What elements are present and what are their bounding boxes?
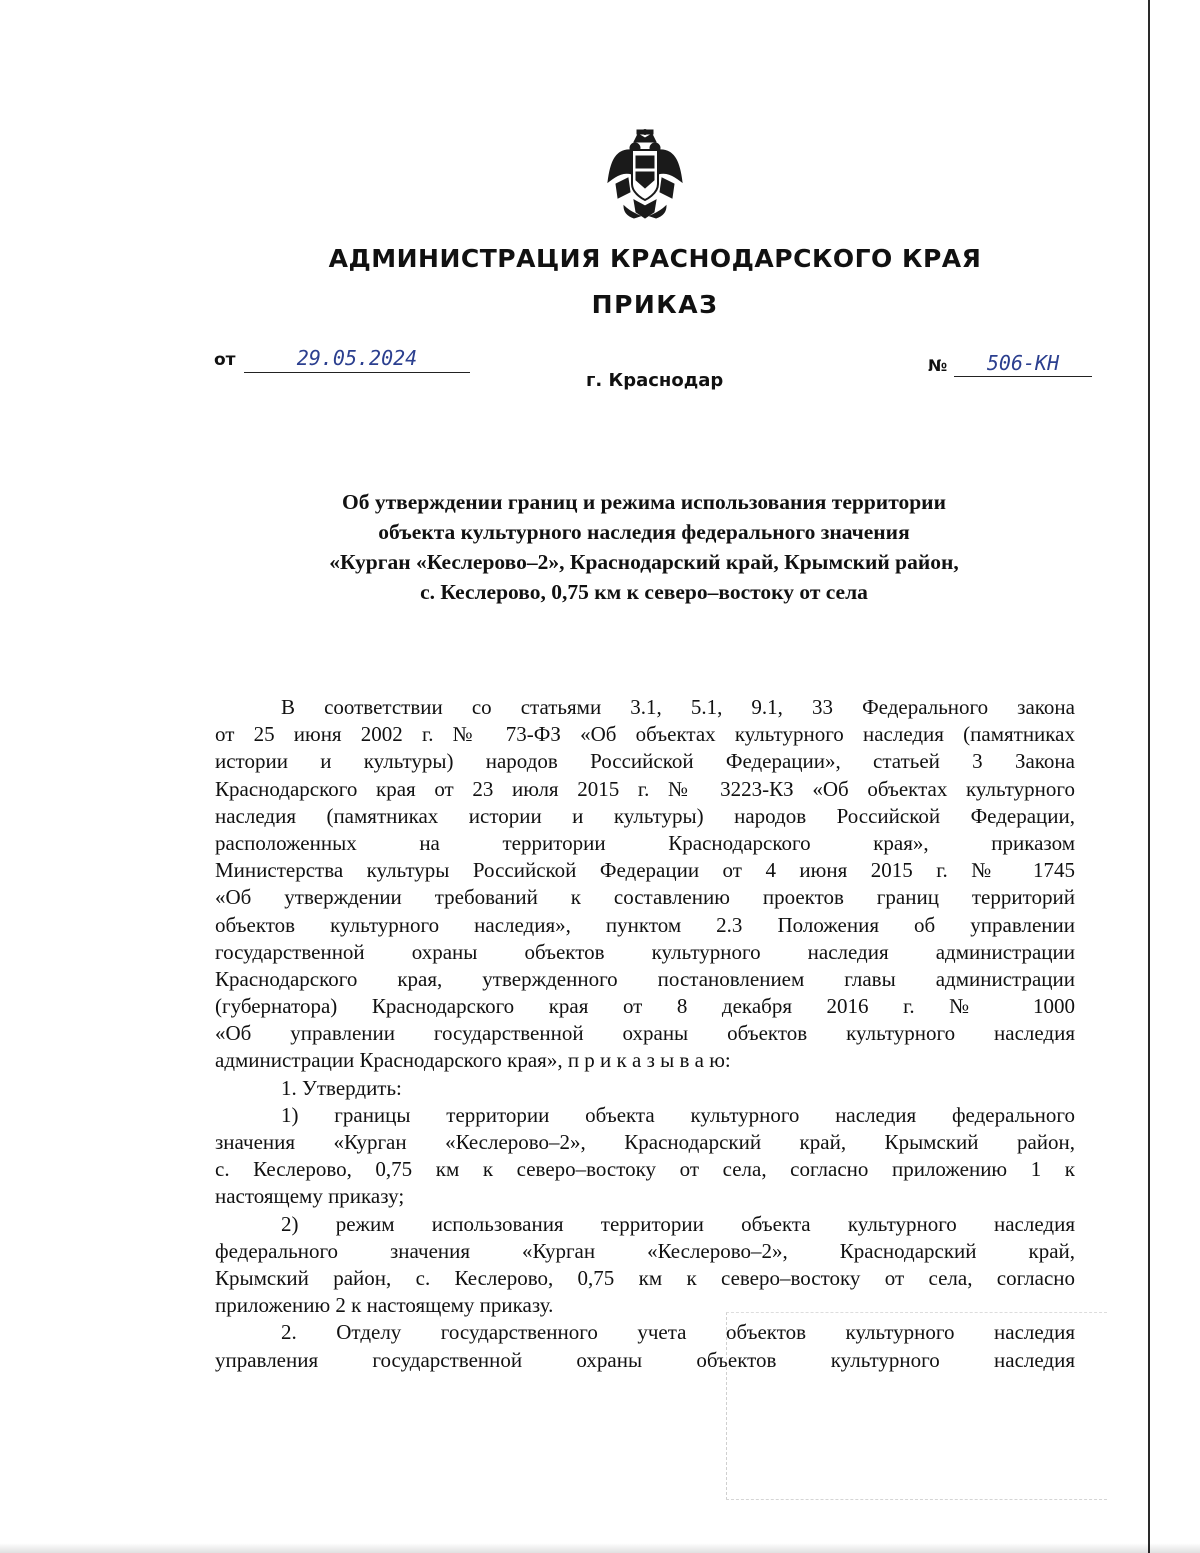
body-line: наследия (памятниках истории и культуры) народов Российской Федерации, (215, 803, 1075, 828)
number-label: № (928, 356, 948, 375)
heading-line: объекта культурного наследия федерального значения (378, 520, 910, 544)
body-line: Министерства культуры Российской Федерации от 4 июня 2015 г. № 1745 (215, 858, 1075, 883)
body-line: администрации Краснодарского края», п р и к а з ы в а ю: (215, 1048, 731, 1073)
city: г. Краснодар (586, 370, 724, 391)
scan-edge (1148, 0, 1150, 1553)
body-line: Крымский район, с. Кеслерово, 0,75 км к северо–востоку от села, согласно (215, 1265, 1075, 1290)
coat-of-arms-icon (604, 128, 686, 220)
number-value: 506-КН (954, 352, 1092, 377)
scan-shadow (0, 1543, 1200, 1553)
body-line: государственной охраны объектов культурного наследия администрации (215, 939, 1075, 964)
document-heading (214, 487, 1074, 607)
organization-title: АДМИНИСТРАЦИЯ КРАСНОДАРСКОГО КРАЯ (328, 244, 982, 273)
body-line: «Об утверждении требований к составлению проектов границ территорий (215, 885, 1075, 910)
body-line: с. Кеслерово, 0,75 км к северо–востоку от села, согласно приложению 1 к (215, 1157, 1075, 1182)
body-line: 1. Утвердить: (281, 1075, 402, 1100)
body-line: (губернатора) Краснодарского края от 8 декабря 2016 г. № 1000 (215, 994, 1075, 1019)
body-line: Краснодарского края, утвержденного постановлением главы администрации (215, 966, 1075, 991)
document-body (215, 694, 1075, 1374)
body-line: «Об управлении государственной охраны объектов культурного наследия (215, 1021, 1075, 1046)
body-line: от 25 июня 2002 г. № 73-ФЗ «Об объектах культурного наследия (памятниках (215, 722, 1075, 747)
body-line: В соответствии со статьями 3.1, 5.1, 9.1, 33 Федерального закона (281, 695, 1075, 719)
body-line: 2. Отделу государственного учета объектов культурного наследия (281, 1320, 1075, 1345)
heading-line: Об утверждении границ и режима использования территории (342, 490, 946, 514)
body-line: значения «Курган «Кеслерово–2», Краснодарский край, Крымский район, (215, 1130, 1075, 1154)
body-line: Краснодарского края от 23 июля 2015 г. № 3223-КЗ «Об объектах культурного (215, 776, 1075, 801)
body-line: настоящему приказу; (215, 1184, 405, 1209)
heading-line: «Курган «Кеслерово–2», Краснодарский край, Крымский район, (329, 550, 959, 574)
body-line: управления государственной охраны объектов культурного наследия (215, 1347, 1075, 1372)
heading-line: с. Кеслерово, 0,75 км к северо–востоку от села (420, 580, 868, 604)
date-value: 29.05.2024 (244, 346, 470, 373)
body-line: 2) режим использования территории объекта культурного наследия (281, 1211, 1075, 1236)
body-line: расположенных на территории Краснодарского края», приказом (215, 830, 1075, 855)
body-line: истории и культуры) народов Российской Федерации», статьей 3 Закона (215, 749, 1075, 774)
body-line: приложению 2 к настоящему приказу. (215, 1293, 554, 1318)
body-line: федерального значения «Курган «Кеслерово–2», Краснодарский край, (215, 1238, 1075, 1263)
body-line: объектов культурного наследия», пунктом 2.3 Положения об управлении (215, 912, 1075, 937)
date-label: от (214, 350, 236, 370)
body-line: 1) границы территории объекта культурного наследия федерального (281, 1102, 1075, 1127)
faded-stamp (726, 1312, 1107, 1500)
document-type: ПРИКАЗ (591, 290, 719, 319)
date-field (214, 346, 484, 376)
number-field (928, 352, 1098, 382)
